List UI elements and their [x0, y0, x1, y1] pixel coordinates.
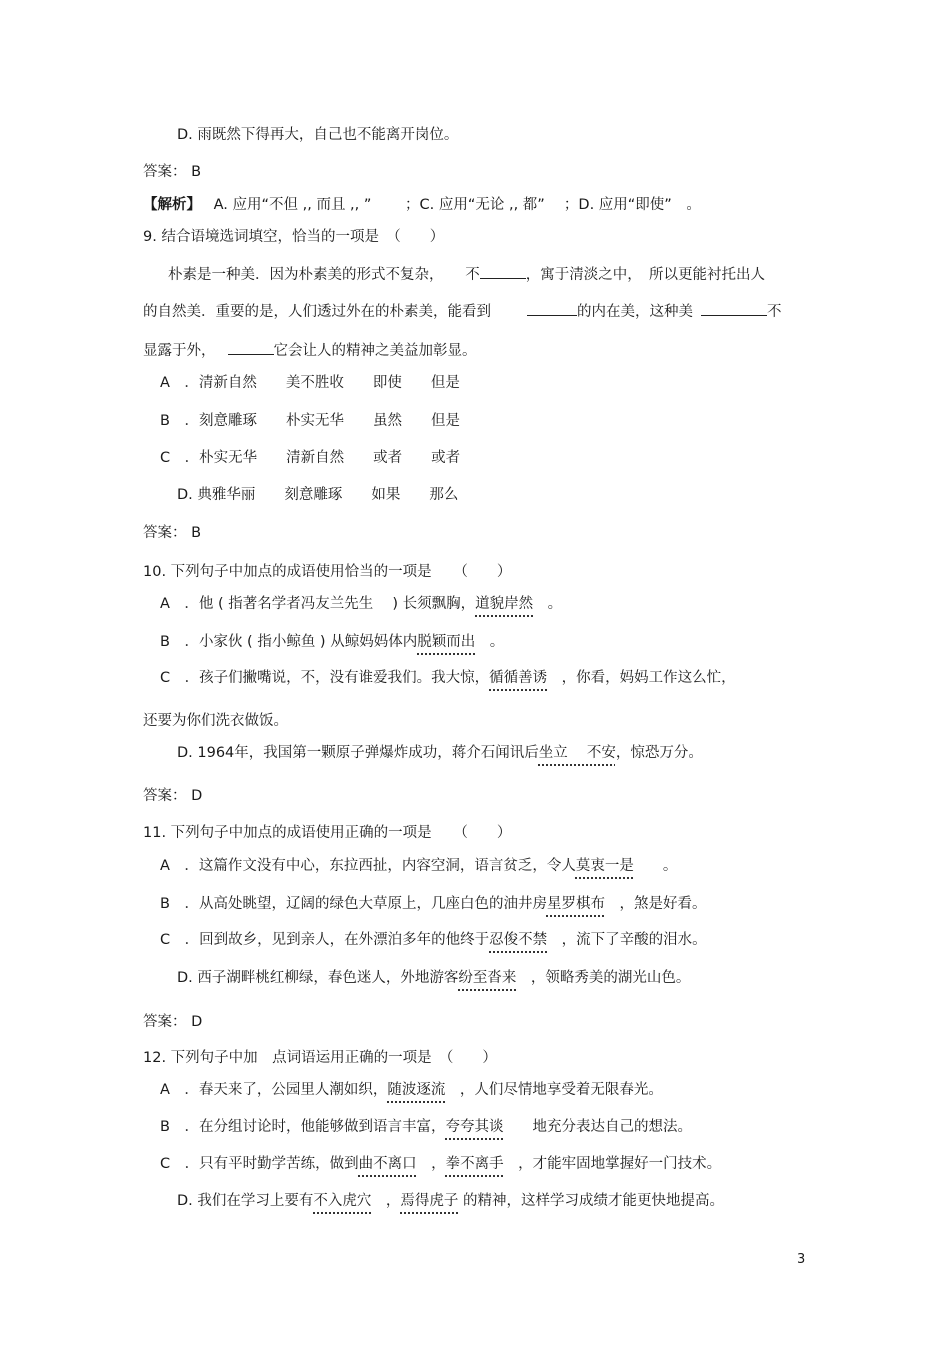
passage-text: 显露于外，	[143, 343, 216, 359]
q11-option-b	[160, 894, 706, 914]
option-text: ，人们尽情地享受着无限春光。	[445, 1082, 663, 1098]
option-text: 。	[633, 858, 678, 874]
fill-blank	[228, 338, 274, 355]
q9-passage-line-2	[143, 299, 782, 322]
q10-option-b	[160, 632, 504, 652]
analysis-text: A. 应用“不但 ,, 而且 ,, ” ；C. 应用“无论 ,, 都” ；D. 应用“即使” 。	[213, 197, 701, 213]
passage-text: 朴素是一种美．因为朴素美的形式不复杂， 不	[168, 267, 480, 283]
dotted-idiom: 星罗棋布	[546, 896, 605, 912]
q12-option-b	[160, 1117, 692, 1137]
option-text: ，惊恐万分。	[615, 745, 703, 761]
q9-option-a: A ．清新自然 美不胜收 即使 但是	[160, 375, 460, 391]
q9-option-c: C ．朴实无华 清新自然 或者 或者	[160, 450, 461, 466]
dotted-idiom: 忍俊不禁	[489, 932, 548, 948]
dotted-idiom: 脱颖而出	[417, 634, 476, 650]
analysis-label: 【解析】	[143, 197, 201, 213]
q12-option-d	[177, 1191, 724, 1211]
dotted-idiom: 坐立 不安	[538, 745, 616, 761]
dotted-idiom: 夸夸其谈	[445, 1119, 504, 1135]
option-text: 。	[533, 596, 563, 612]
q9-option-b: B ．刻意雕琢 朴实无华 虽然 但是	[160, 413, 460, 429]
option-text: D. 我们在学习上要有	[177, 1193, 314, 1209]
passage-text: 它会让人的精神之美益加彰显。	[273, 343, 477, 359]
dotted-idiom: 莫衷一是	[575, 858, 634, 874]
dotted-idiom: 随波逐流	[387, 1082, 446, 1098]
q10-option-c	[160, 668, 736, 688]
fill-blank	[701, 299, 767, 316]
q10-answer: 答案： D	[143, 788, 203, 804]
q9-answer: 答案： B	[143, 525, 202, 541]
option-text: 地充分表达自己的想法。	[503, 1119, 692, 1135]
passage-text: 不	[767, 304, 782, 320]
option-text: ，煞是好看。	[604, 896, 707, 912]
passage-text: 的内在美，这种美	[577, 304, 693, 320]
option-text: ，才能牢固地掌握好一门技术。	[503, 1156, 722, 1172]
dotted-idiom: 纷至沓来	[458, 970, 517, 986]
q10-option-c-cont: 还要为你们洗衣做饭。	[143, 713, 288, 729]
q11-option-c	[160, 930, 707, 950]
q12-option-a	[160, 1080, 663, 1100]
q8-analysis	[143, 195, 701, 215]
passage-text: 的自然美．重要的是，人们透过外在的朴素美，能看到	[143, 304, 491, 320]
fill-blank	[527, 299, 577, 316]
option-text: 的精神，这样学习成绩才能更快地提高。	[458, 1193, 724, 1209]
option-text: B ．在分组讨论时，他能够做到语言丰富，	[160, 1119, 446, 1135]
q9-passage-line-1	[168, 262, 765, 285]
option-text: ，你看，妈妈工作这么忙，	[547, 670, 736, 686]
option-text: A ．这篇作文没有中心，东拉西扯，内容空洞，语言贫乏，令人	[160, 858, 576, 874]
dotted-idiom: 不入虎穴	[313, 1193, 372, 1209]
option-text: D. 1964年，我国第一颗原子弹爆炸成功，蒋介石闻讯后	[177, 745, 539, 761]
q11-option-a	[160, 856, 677, 876]
dotted-idiom: 曲不离口	[358, 1156, 417, 1172]
option-text: ，	[416, 1156, 446, 1172]
fill-blank	[480, 262, 526, 279]
option-text: A ．他 ( 指著名学者冯友兰先生 ) 长须飘胸，	[160, 596, 476, 612]
option-text: C ．只有平时勤学苦练，做到	[160, 1156, 359, 1172]
option-text: A ．春天来了，公园里人潮如织，	[160, 1082, 388, 1098]
q11-stem: 11. 下列句子中加点的成语使用正确的一项是 （ ）	[143, 825, 512, 841]
q11-answer: 答案： D	[143, 1014, 203, 1030]
q12-option-c	[160, 1154, 721, 1174]
option-text: C ．回到故乡，见到亲人，在外漂泊多年的他终于	[160, 932, 490, 948]
page-number: 3	[797, 1252, 806, 1267]
dotted-idiom: 焉得虎子	[400, 1193, 459, 1209]
dotted-idiom: 拳不离手	[445, 1156, 504, 1172]
option-text: ，	[371, 1193, 401, 1209]
q10-option-a	[160, 594, 562, 614]
dotted-idiom: 道貌岸然	[475, 596, 534, 612]
q9-option-d: D. 典雅华丽 刻意雕琢 如果 那么	[177, 487, 459, 503]
q11-option-d	[177, 968, 690, 988]
passage-text: ，寓于清淡之中， 所以更能衬托出人	[525, 267, 765, 283]
q10-option-d	[177, 743, 703, 763]
q8-answer: 答案： B	[143, 164, 202, 180]
q12-stem: 12. 下列句子中加 点词语运用正确的一项是 （ ）	[143, 1050, 497, 1066]
q9-passage-line-3	[143, 338, 477, 361]
option-text: 。	[475, 634, 505, 650]
option-text: C ．孩子们撇嘴说，不，没有谁爱我们。我大惊，	[160, 670, 490, 686]
q9-stem: 9. 结合语境选词填空，恰当的一项是 （ ）	[143, 229, 445, 245]
option-text: B ．小家伙 ( 指小鲸鱼 ) 从鲸妈妈体内	[160, 634, 418, 650]
option-text: ，领略秀美的湖光山色。	[516, 970, 691, 986]
q10-stem: 10. 下列句子中加点的成语使用恰当的一项是 （ ）	[143, 564, 512, 580]
option-text: ，流下了辛酸的泪水。	[547, 932, 707, 948]
q8-option-d: D. 雨既然下得再大，自己也不能离开岗位。	[177, 127, 459, 143]
option-text: D. 西子湖畔桃红柳绿，春色迷人，外地游客	[177, 970, 459, 986]
dotted-idiom: 循循善诱	[489, 670, 548, 686]
option-text: B ．从高处眺望，辽阔的绿色大草原上，几座白色的油井房	[160, 896, 547, 912]
